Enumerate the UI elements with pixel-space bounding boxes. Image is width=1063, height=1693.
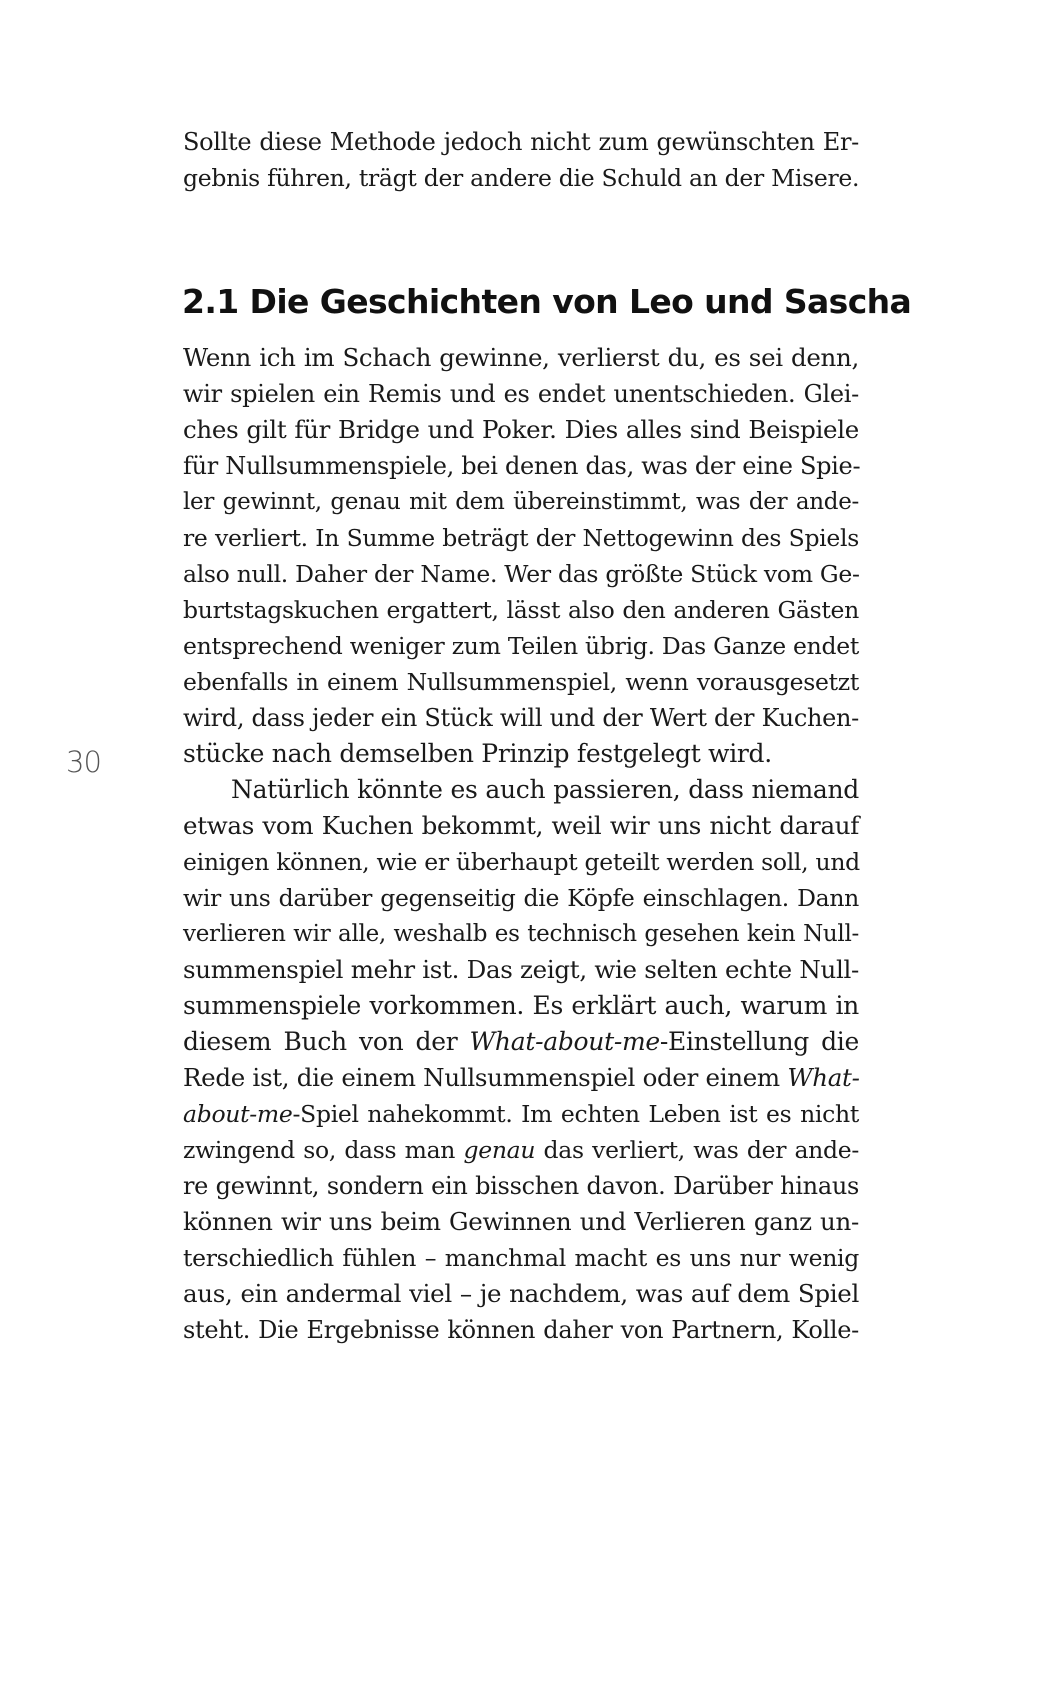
body-text-line: also null. Daher der Name. Wer das größte Stück vom Ge- <box>183 560 860 588</box>
body-text-line: burtstagskuchen ergattert, lässt also den anderen Gästen <box>183 596 859 624</box>
body-text-line: wir uns darüber gegenseitig die Köpfe einschlagen. Dann <box>183 884 859 912</box>
italic-term: What- <box>787 1063 860 1092</box>
body-text-line: Natürlich könnte es auch passieren, dass niemand <box>231 775 859 804</box>
body-text-line: summenspiele vorkommen. Es erklärt auch, warum in <box>183 991 859 1020</box>
body-text-line: re verliert. In Summe beträgt der Nettogewinn des Spiels <box>183 524 859 552</box>
body-text-line <box>183 1024 859 1060</box>
body-text-line: entsprechend weniger zum Teilen übrig. Das Ganze endet <box>183 632 859 660</box>
body-text-line <box>183 1132 859 1168</box>
text-run: -Spiel nahekommt. Im echten Leben ist es nicht <box>292 1100 859 1128</box>
body-text-line: re gewinnt, sondern ein bisschen davon. Darüber hinaus <box>183 1172 859 1200</box>
body-text-line: Wenn ich im Schach gewinne, verlierst du, es sei denn, <box>183 343 859 372</box>
body-text-line <box>183 1096 859 1132</box>
body-text-line: ler gewinnt, genau mit dem übereinstimmt, was der ande- <box>183 489 859 515</box>
body-text-line: können wir uns beim Gewinnen und Verlieren ganz un- <box>183 1207 859 1236</box>
body-text-line: terschiedlich fühlen – manchmal macht es uns nur wenig <box>183 1244 859 1272</box>
body-text-line: ebenfalls in einem Nullsummenspiel, wenn vorausgesetzt <box>183 668 859 696</box>
body-text-line: stücke nach demselben Prinzip festgelegt wird. <box>183 739 772 768</box>
body-text-line: Sollte diese Methode jedoch nicht zum gewünschten Er- <box>183 128 859 156</box>
text-run: diesem Buch von der <box>183 1027 470 1056</box>
italic-emphasis: genau <box>463 1136 536 1164</box>
body-text-line: wird, dass jeder ein Stück will und der Wert der Kuchen- <box>183 704 859 732</box>
italic-term: about-me <box>183 1100 293 1128</box>
text-run: zwingend so, dass man <box>183 1136 464 1164</box>
body-text-line: einigen können, wie er überhaupt geteilt werden soll, und <box>183 848 860 876</box>
body-text-line: aus, ein andermal viel – je nachdem, was auf dem Spiel <box>183 1279 859 1308</box>
italic-term: What-about-me <box>469 1027 660 1056</box>
body-text-line <box>183 1060 859 1096</box>
section-heading: 2.1 Die Geschichten von Leo und Sascha <box>182 282 912 321</box>
page-number: 30 <box>66 745 101 779</box>
body-text-line: ches gilt für Bridge und Poker. Dies alles sind Beispiele <box>183 415 859 444</box>
text-run: Rede ist, die einem Nullsummenspiel oder einem <box>183 1063 788 1092</box>
body-text-line: wir spielen ein Remis und es endet unentschieden. Glei- <box>183 380 859 408</box>
body-text-line: summenspiel mehr ist. Das zeigt, wie selten echte Null- <box>183 955 859 984</box>
body-text-line: für Nullsummenspiele, bei denen das, was der eine Spie- <box>183 452 861 480</box>
body-text-line: gebnis führen, trägt der andere die Schuld an der Misere. <box>183 164 860 192</box>
body-text-line: steht. Die Ergebnisse können daher von Partnern, Kolle- <box>183 1316 859 1344</box>
body-text-line: verlieren wir alle, weshalb es technisch gesehen kein Null- <box>183 921 859 947</box>
body-text-line: etwas vom Kuchen bekommt, weil wir uns nicht darauf <box>183 811 859 840</box>
text-run: -Einstellung die <box>659 1027 859 1056</box>
text-run: das verliert, was der ande- <box>535 1136 859 1164</box>
